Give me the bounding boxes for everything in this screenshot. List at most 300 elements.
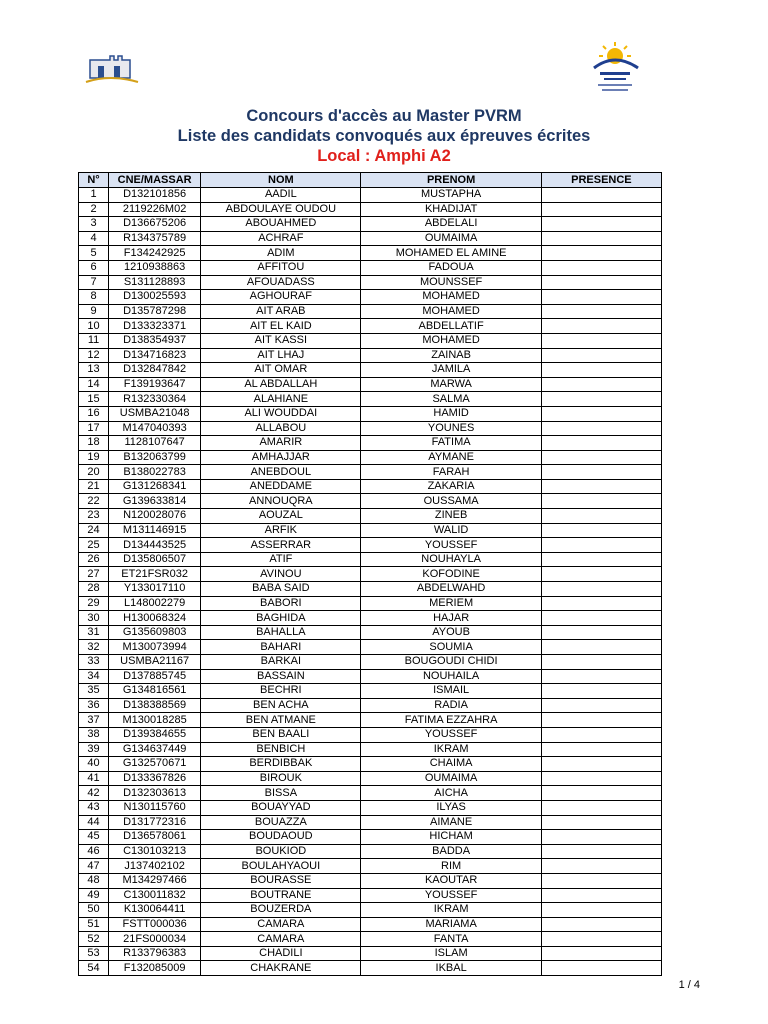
cell-cne: D133323371: [109, 319, 201, 334]
cell-presence: [541, 830, 661, 845]
cell-nom: CAMARA: [201, 917, 361, 932]
cell-nom: AMHAJJAR: [201, 450, 361, 465]
cell-presence: [541, 319, 661, 334]
cell-prenom: FADOUA: [361, 260, 541, 275]
title-line-2: Liste des candidats convoqués aux épreuves écrites: [177, 127, 591, 145]
cell-nom: BENBICH: [201, 742, 361, 757]
cell-nom: CAMARA: [201, 932, 361, 947]
cell-presence: [541, 625, 661, 640]
cell-presence: [541, 655, 661, 670]
cell-number: 52: [79, 932, 109, 947]
column-header-prenom: PRENOM: [361, 173, 541, 188]
table-row: [79, 625, 662, 640]
castle-icon: [86, 56, 138, 82]
cell-cne: D134443525: [109, 538, 201, 553]
cell-number: 1: [79, 188, 109, 203]
cell-nom: BAHALLA: [201, 625, 361, 640]
cell-cne: 21FS000034: [109, 932, 201, 947]
cell-nom: BABA SAID: [201, 582, 361, 597]
cell-prenom: YOUSSEF: [361, 538, 541, 553]
table-row: [79, 217, 662, 232]
cell-cne: R133796383: [109, 946, 201, 961]
cell-number: 28: [79, 582, 109, 597]
cell-prenom: FATIMA: [361, 436, 541, 451]
cell-presence: [541, 757, 661, 772]
cell-cne: D133367826: [109, 771, 201, 786]
cell-nom: BIROUK: [201, 771, 361, 786]
cell-cne: M130073994: [109, 640, 201, 655]
cell-number: 35: [79, 684, 109, 699]
cell-presence: [541, 582, 661, 597]
cell-number: 9: [79, 304, 109, 319]
cell-nom: BOUZERDA: [201, 903, 361, 918]
cell-cne: J137402102: [109, 859, 201, 874]
cell-presence: [541, 348, 661, 363]
cell-prenom: ABDELWAHD: [361, 582, 541, 597]
cell-cne: 1210938863: [109, 260, 201, 275]
cell-presence: [541, 363, 661, 378]
cell-presence: [541, 509, 661, 524]
cell-prenom: BOUGOUDI CHIDI: [361, 655, 541, 670]
cell-number: 51: [79, 917, 109, 932]
cell-presence: [541, 742, 661, 757]
page-number: 1 / 4: [678, 979, 700, 991]
cell-presence: [541, 275, 661, 290]
cell-nom: AIT EL KAID: [201, 319, 361, 334]
cell-prenom: KAOUTAR: [361, 873, 541, 888]
cell-prenom: KHADIJAT: [361, 202, 541, 217]
cell-number: 21: [79, 479, 109, 494]
cell-presence: [541, 377, 661, 392]
table-row: [79, 844, 662, 859]
cell-cne: D137885745: [109, 669, 201, 684]
cell-number: 29: [79, 596, 109, 611]
cell-presence: [541, 771, 661, 786]
cell-number: 30: [79, 611, 109, 626]
cell-presence: [541, 669, 661, 684]
cell-number: 18: [79, 436, 109, 451]
cell-prenom: MOHAMED EL AMINE: [361, 246, 541, 261]
cell-nom: BERDIBBAK: [201, 757, 361, 772]
cell-nom: BOUAZZA: [201, 815, 361, 830]
cell-number: 2: [79, 202, 109, 217]
cell-prenom: IKBAL: [361, 961, 541, 976]
cell-number: 20: [79, 465, 109, 480]
cell-nom: BEN ATMANE: [201, 713, 361, 728]
cell-cne: 1128107647: [109, 436, 201, 451]
cell-presence: [541, 888, 661, 903]
cell-number: 33: [79, 655, 109, 670]
cell-prenom: MARIAMA: [361, 917, 541, 932]
cell-nom: AIT KASSI: [201, 333, 361, 348]
cell-nom: BOUDAOUD: [201, 830, 361, 845]
cell-nom: AIT LHAJ: [201, 348, 361, 363]
cell-nom: BOURASSE: [201, 873, 361, 888]
table-row: [79, 494, 662, 509]
cell-presence: [541, 479, 661, 494]
cell-prenom: ILYAS: [361, 800, 541, 815]
cell-presence: [541, 538, 661, 553]
cell-cne: K130064411: [109, 903, 201, 918]
cell-presence: [541, 844, 661, 859]
column-header-number: N°: [79, 173, 109, 188]
table-row: [79, 655, 662, 670]
cell-nom: AGHOURAF: [201, 290, 361, 305]
cell-prenom: OUSSAMA: [361, 494, 541, 509]
cell-presence: [541, 800, 661, 815]
cell-presence: [541, 392, 661, 407]
cell-prenom: SALMA: [361, 392, 541, 407]
table-row: [79, 684, 662, 699]
cell-number: 42: [79, 786, 109, 801]
cell-prenom: ABDELALI: [361, 217, 541, 232]
cell-number: 24: [79, 523, 109, 538]
cell-nom: BEN BAALI: [201, 727, 361, 742]
cell-presence: [541, 903, 661, 918]
cell-number: 10: [79, 319, 109, 334]
cell-presence: [541, 421, 661, 436]
cell-presence: [541, 436, 661, 451]
cell-nom: ASSERRAR: [201, 538, 361, 553]
cell-presence: [541, 188, 661, 203]
cell-cne: G139633814: [109, 494, 201, 509]
table-row: [79, 582, 662, 597]
table-row: [79, 333, 662, 348]
table-row: [79, 377, 662, 392]
table-row: [79, 406, 662, 421]
cell-prenom: HAJAR: [361, 611, 541, 626]
cell-prenom: ISLAM: [361, 946, 541, 961]
cell-nom: ATIF: [201, 552, 361, 567]
table-header-row: [79, 173, 662, 188]
cell-prenom: JAMILA: [361, 363, 541, 378]
candidates-table: [78, 172, 662, 976]
cell-number: 23: [79, 509, 109, 524]
cell-number: 19: [79, 450, 109, 465]
table-row: [79, 465, 662, 480]
table-row: [79, 961, 662, 976]
cell-number: 31: [79, 625, 109, 640]
cell-number: 11: [79, 333, 109, 348]
cell-cne: G134637449: [109, 742, 201, 757]
cell-cne: D139384655: [109, 727, 201, 742]
table-row: [79, 757, 662, 772]
cell-presence: [541, 290, 661, 305]
cell-nom: CHAKRANE: [201, 961, 361, 976]
cell-presence: [541, 217, 661, 232]
cell-nom: BAGHIDA: [201, 611, 361, 626]
cell-presence: [541, 231, 661, 246]
column-header-presence: PRESENCE: [541, 173, 661, 188]
cell-nom: AFFITOU: [201, 260, 361, 275]
table-row: [79, 888, 662, 903]
cell-number: 13: [79, 363, 109, 378]
cell-number: 17: [79, 421, 109, 436]
cell-prenom: ZAKARIA: [361, 479, 541, 494]
cell-cne: L148002279: [109, 596, 201, 611]
cell-prenom: YOUNES: [361, 421, 541, 436]
cell-nom: ACHRAF: [201, 231, 361, 246]
table-row: [79, 932, 662, 947]
cell-prenom: CHAIMA: [361, 757, 541, 772]
cell-number: 22: [79, 494, 109, 509]
faculty-logo: [580, 38, 650, 100]
cell-prenom: MUSTAPHA: [361, 188, 541, 203]
cell-nom: BISSA: [201, 786, 361, 801]
cell-number: 39: [79, 742, 109, 757]
cell-prenom: ZAINAB: [361, 348, 541, 363]
cell-prenom: IKRAM: [361, 903, 541, 918]
table-row: [79, 290, 662, 305]
table-row: [79, 319, 662, 334]
table-row: [79, 727, 662, 742]
cell-cne: D131772316: [109, 815, 201, 830]
cell-presence: [541, 406, 661, 421]
cell-presence: [541, 727, 661, 742]
cell-presence: [541, 246, 661, 261]
cell-number: 3: [79, 217, 109, 232]
cell-cne: C130011832: [109, 888, 201, 903]
cell-prenom: MOHAMED: [361, 333, 541, 348]
table-row: [79, 873, 662, 888]
cell-nom: ANNOUQRA: [201, 494, 361, 509]
cell-number: 46: [79, 844, 109, 859]
table-row: [79, 188, 662, 203]
cell-prenom: AYMANE: [361, 450, 541, 465]
cell-nom: AMARIR: [201, 436, 361, 451]
cell-cne: D136675206: [109, 217, 201, 232]
cell-cne: M131146915: [109, 523, 201, 538]
cell-number: 12: [79, 348, 109, 363]
table-row: [79, 771, 662, 786]
table-row: [79, 830, 662, 845]
cell-prenom: MOHAMED: [361, 304, 541, 319]
cell-number: 49: [79, 888, 109, 903]
table-row: [79, 742, 662, 757]
table-row: [79, 815, 662, 830]
table-row: [79, 611, 662, 626]
local-label: Local : Amphi A2: [317, 147, 451, 165]
cell-number: 15: [79, 392, 109, 407]
cell-cne: G132570671: [109, 757, 201, 772]
cell-cne: S131128893: [109, 275, 201, 290]
title-line-1: Concours d'accès au Master PVRM: [246, 107, 522, 125]
cell-prenom: OUMAIMA: [361, 771, 541, 786]
cell-cne: R132330364: [109, 392, 201, 407]
cell-number: 45: [79, 830, 109, 845]
cell-cne: D135806507: [109, 552, 201, 567]
cell-cne: Y133017110: [109, 582, 201, 597]
cell-cne: M147040393: [109, 421, 201, 436]
cell-number: 14: [79, 377, 109, 392]
table-row: [79, 596, 662, 611]
table-row: [79, 348, 662, 363]
cell-nom: BABORI: [201, 596, 361, 611]
cell-nom: BOUAYYAD: [201, 800, 361, 815]
table-row: [79, 436, 662, 451]
table-row: [79, 392, 662, 407]
table-row: [79, 567, 662, 582]
cell-prenom: RADIA: [361, 698, 541, 713]
table-row: [79, 552, 662, 567]
cell-prenom: MOHAMED: [361, 290, 541, 305]
cell-nom: ABDOULAYE OUDOU: [201, 202, 361, 217]
cell-nom: ANEDDAME: [201, 479, 361, 494]
cell-presence: [541, 611, 661, 626]
cell-nom: AFOUADASS: [201, 275, 361, 290]
sun-icon: [594, 42, 638, 91]
cell-number: 48: [79, 873, 109, 888]
cell-presence: [541, 713, 661, 728]
table-row: [79, 713, 662, 728]
cell-presence: [541, 786, 661, 801]
table-row: [79, 698, 662, 713]
cell-presence: [541, 946, 661, 961]
cell-prenom: SOUMIA: [361, 640, 541, 655]
table-row: [79, 859, 662, 874]
cell-prenom: ISMAIL: [361, 684, 541, 699]
cell-prenom: HICHAM: [361, 830, 541, 845]
cell-presence: [541, 333, 661, 348]
cell-presence: [541, 698, 661, 713]
cell-prenom: AICHA: [361, 786, 541, 801]
cell-number: 44: [79, 815, 109, 830]
cell-cne: D132101856: [109, 188, 201, 203]
cell-prenom: AYOUB: [361, 625, 541, 640]
table-row: [79, 231, 662, 246]
cell-cne: N120028076: [109, 509, 201, 524]
cell-prenom: NOUHAYLA: [361, 552, 541, 567]
cell-number: 43: [79, 800, 109, 815]
table-row: [79, 523, 662, 538]
cell-cne: D134716823: [109, 348, 201, 363]
cell-presence: [541, 260, 661, 275]
table-row: [79, 421, 662, 436]
cell-prenom: YOUSSEF: [361, 888, 541, 903]
cell-prenom: AIMANE: [361, 815, 541, 830]
cell-presence: [541, 523, 661, 538]
table-row: [79, 640, 662, 655]
cell-number: 27: [79, 567, 109, 582]
cell-prenom: YOUSSEF: [361, 727, 541, 742]
cell-nom: ABOUAHMED: [201, 217, 361, 232]
cell-cne: N130115760: [109, 800, 201, 815]
cell-number: 8: [79, 290, 109, 305]
cell-presence: [541, 567, 661, 582]
cell-cne: C130103213: [109, 844, 201, 859]
cell-nom: ALI WOUDDAI: [201, 406, 361, 421]
cell-prenom: ABDELLATIF: [361, 319, 541, 334]
cell-number: 32: [79, 640, 109, 655]
cell-presence: [541, 873, 661, 888]
cell-cne: ET21FSR032: [109, 567, 201, 582]
cell-cne: G135609803: [109, 625, 201, 640]
cell-cne: USMBA21167: [109, 655, 201, 670]
cell-nom: BOULAHYAOUI: [201, 859, 361, 874]
cell-cne: G131268341: [109, 479, 201, 494]
cell-cne: M134297466: [109, 873, 201, 888]
cell-number: 47: [79, 859, 109, 874]
cell-cne: H130068324: [109, 611, 201, 626]
cell-nom: BASSAIN: [201, 669, 361, 684]
cell-prenom: NOUHAILA: [361, 669, 541, 684]
column-header-nom: NOM: [201, 173, 361, 188]
cell-prenom: WALID: [361, 523, 541, 538]
cell-cne: D136578061: [109, 830, 201, 845]
cell-presence: [541, 684, 661, 699]
cell-cne: FSTT000036: [109, 917, 201, 932]
cell-number: 4: [79, 231, 109, 246]
cell-prenom: FARAH: [361, 465, 541, 480]
table-row: [79, 946, 662, 961]
cell-prenom: IKRAM: [361, 742, 541, 757]
cell-nom: BOUKIOD: [201, 844, 361, 859]
table-row: [79, 917, 662, 932]
table-row: [79, 800, 662, 815]
cell-number: 5: [79, 246, 109, 261]
cell-number: 53: [79, 946, 109, 961]
cell-number: 41: [79, 771, 109, 786]
cell-number: 16: [79, 406, 109, 421]
column-header-cne: CNE/MASSAR: [109, 173, 201, 188]
cell-number: 7: [79, 275, 109, 290]
cell-cne: M130018285: [109, 713, 201, 728]
cell-nom: BECHRI: [201, 684, 361, 699]
cell-number: 6: [79, 260, 109, 275]
table-row: [79, 669, 662, 684]
cell-number: 36: [79, 698, 109, 713]
cell-nom: ARFIK: [201, 523, 361, 538]
cell-cne: F134242925: [109, 246, 201, 261]
cell-cne: D132303613: [109, 786, 201, 801]
cell-nom: ANEBDOUL: [201, 465, 361, 480]
cell-cne: D130025593: [109, 290, 201, 305]
cell-nom: AADIL: [201, 188, 361, 203]
table-row: [79, 304, 662, 319]
cell-presence: [541, 961, 661, 976]
cell-cne: R134375789: [109, 231, 201, 246]
cell-prenom: MARWA: [361, 377, 541, 392]
cell-nom: AIT OMAR: [201, 363, 361, 378]
cell-cne: D135787298: [109, 304, 201, 319]
cell-cne: B132063799: [109, 450, 201, 465]
table-row: [79, 903, 662, 918]
cell-prenom: BADDA: [361, 844, 541, 859]
cell-number: 40: [79, 757, 109, 772]
cell-cne: D132847842: [109, 363, 201, 378]
cell-cne: B138022783: [109, 465, 201, 480]
cell-presence: [541, 640, 661, 655]
table-row: [79, 479, 662, 494]
cell-nom: BAHARI: [201, 640, 361, 655]
cell-number: 25: [79, 538, 109, 553]
cell-nom: ALLABOU: [201, 421, 361, 436]
document-header: [0, 106, 768, 166]
table-row: [79, 363, 662, 378]
cell-prenom: HAMID: [361, 406, 541, 421]
cell-prenom: MERIEM: [361, 596, 541, 611]
cell-prenom: OUMAIMA: [361, 231, 541, 246]
cell-prenom: MOUNSSEF: [361, 275, 541, 290]
cell-presence: [541, 596, 661, 611]
cell-nom: AL ABDALLAH: [201, 377, 361, 392]
cell-presence: [541, 494, 661, 509]
cell-prenom: RIM: [361, 859, 541, 874]
cell-nom: AOUZAL: [201, 509, 361, 524]
cell-presence: [541, 450, 661, 465]
cell-presence: [541, 552, 661, 567]
university-logo: [80, 38, 170, 98]
